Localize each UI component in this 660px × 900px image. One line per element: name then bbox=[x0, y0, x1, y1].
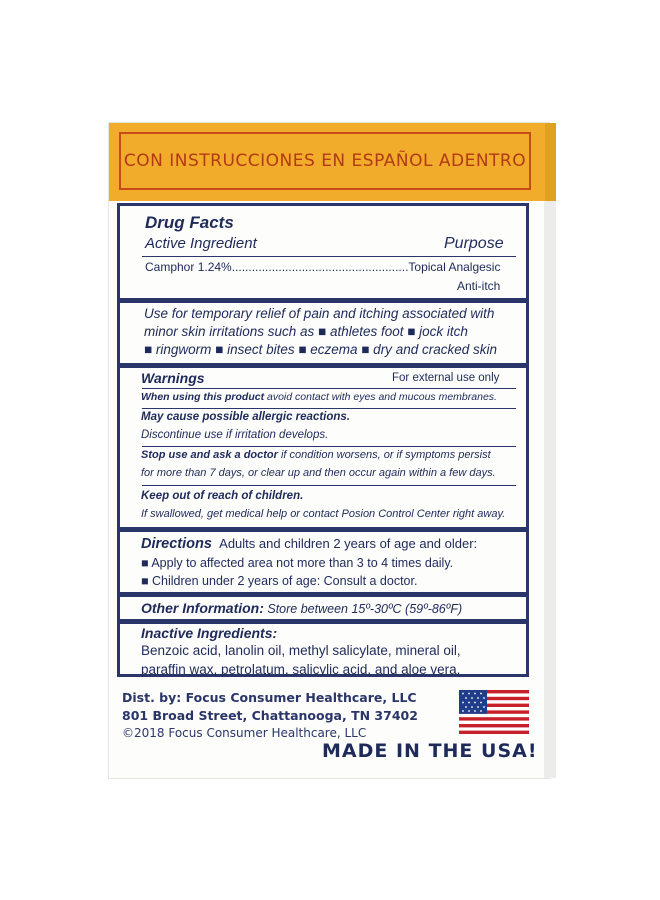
divider-5 bbox=[120, 619, 526, 624]
warnings-rule-1 bbox=[142, 388, 516, 389]
copyright-line: ©2018 Focus Consumer Healthcare, LLC bbox=[122, 726, 367, 740]
when-using-rest: avoid contact with eyes and mucous membranes. bbox=[264, 391, 497, 403]
package-side-orange bbox=[544, 123, 556, 201]
purpose-header: Purpose bbox=[444, 235, 504, 252]
stop-use-line bbox=[141, 449, 491, 461]
divider-1 bbox=[120, 298, 526, 303]
directions-item-1: ■ Apply to affected area not more than 3 to 4 times daily. bbox=[141, 556, 454, 570]
keep-out-bold: Keep out of reach of children. bbox=[141, 490, 304, 502]
stop-use-bold: Stop use and ask a doctor bbox=[141, 449, 278, 461]
purpose-anti-itch: Anti-itch bbox=[457, 279, 501, 293]
us-flag-icon bbox=[459, 690, 529, 734]
package-side-edge bbox=[544, 123, 556, 778]
directions-header: Directions bbox=[141, 536, 212, 552]
spanish-banner-text: CON INSTRUCCIONES EN ESPAÑOL ADENTRO bbox=[123, 151, 527, 171]
inactive-line-2: paraffin wax, petrolatum, salicylic acid, and aloe vera. bbox=[141, 662, 461, 677]
when-using-bold: When using this product bbox=[141, 391, 265, 403]
stop-use-line-2: for more than 7 days, or clear up and then occur again within a few days. bbox=[141, 467, 496, 479]
directions-item-2: ■ Children under 2 years of age: Consult a doctor. bbox=[141, 574, 418, 588]
warnings-rule-4 bbox=[142, 485, 516, 486]
other-info-header: Other Information: bbox=[141, 600, 264, 616]
other-info-text: Store between 15º-30ºC (59º-86ºF) bbox=[267, 602, 463, 616]
warnings-rule-2 bbox=[142, 408, 516, 409]
external-use-text: For external use only bbox=[392, 372, 500, 384]
allergic-rest: Discontinue use if irritation develops. bbox=[141, 429, 329, 441]
warnings-header: Warnings bbox=[141, 370, 205, 386]
other-info-line bbox=[141, 600, 462, 616]
active-ingredient-header: Active Ingredient bbox=[145, 235, 257, 252]
directions-intro: Adults and children 2 years of age and older: bbox=[219, 536, 478, 551]
stop-use-rest: if condition worsens, or if symptoms persist bbox=[277, 449, 491, 461]
spanish-banner-frame bbox=[119, 132, 531, 190]
uses-line-1: Use for temporary relief of pain and itching associated with bbox=[144, 306, 495, 321]
inactive-header: Inactive Ingredients: bbox=[141, 625, 278, 641]
keep-out-rest: If swallowed, get medical help or contact Posion Control Center right away. bbox=[141, 508, 506, 520]
directions-line bbox=[141, 536, 477, 552]
divider-4 bbox=[120, 592, 526, 597]
inactive-line-1: Benzoic acid, lanolin oil, methyl salicylate, mineral oil, bbox=[141, 643, 461, 658]
uses-line-3: ■ ringworm ■ insect bites ■ eczema ■ dry and cracked skin bbox=[144, 342, 497, 357]
ingredient-line: Camphor 1.24%.....................................................Topical Analgesic bbox=[145, 260, 501, 274]
address-line: 801 Broad Street, Chattanooga, TN 37402 bbox=[122, 708, 418, 723]
allergic-bold: May cause possible allergic reactions. bbox=[141, 411, 351, 423]
header-rule bbox=[142, 256, 516, 257]
divider-3 bbox=[120, 527, 526, 532]
warnings-rule-3 bbox=[142, 446, 516, 447]
made-in-usa: MADE IN THE USA! bbox=[322, 740, 538, 762]
drug-facts-title: Drug Facts bbox=[145, 213, 234, 232]
drug-facts-panel bbox=[117, 203, 529, 677]
uses-line-2: minor skin irritations such as ■ athletes foot ■ jock itch bbox=[144, 324, 468, 339]
divider-2 bbox=[120, 363, 526, 368]
distributor-line: Dist. by: Focus Consumer Healthcare, LLC bbox=[122, 690, 417, 705]
when-using-line bbox=[141, 391, 497, 403]
